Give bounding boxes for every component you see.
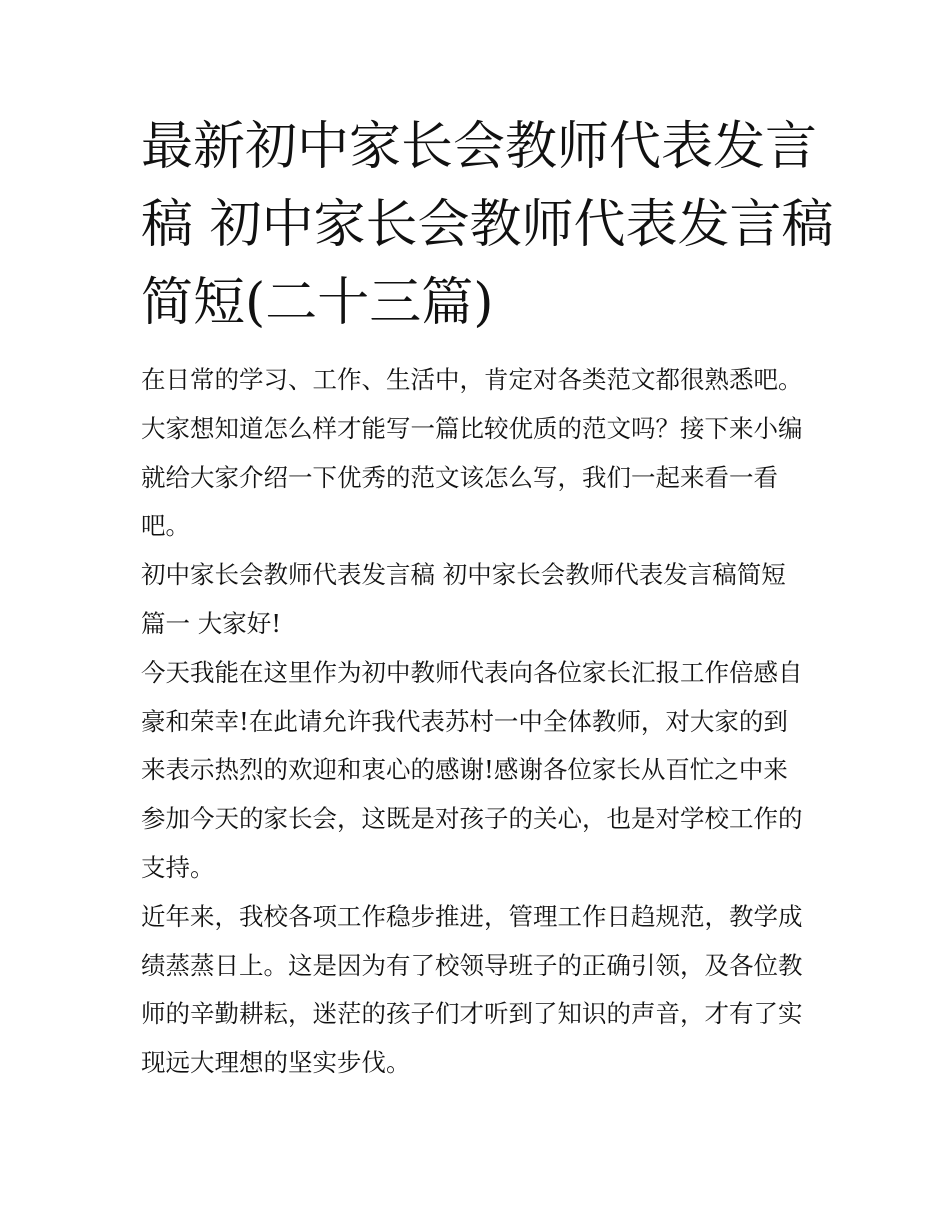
document-content — [141, 108, 834, 1088]
body-line: 就给大家介绍一下优秀的范文该怎么写，我们一起来看一看 — [141, 462, 778, 492]
body-line: 豪和荣幸!在此请允许我代表苏村一中全体教师，对大家的到 — [141, 706, 788, 736]
title-line: 最新初中家长会教师代表发言 — [141, 117, 818, 177]
body-line: 现远大理想的坚实步伐。 — [141, 1048, 411, 1078]
body-line: 初中家长会教师代表发言稿 初中家长会教师代表发言稿简短 — [141, 560, 786, 590]
body-line: 大家想知道怎么样才能写一篇比较优质的范文吗？接下来小编 — [141, 413, 803, 443]
body-line: 参加今天的家长会，这既是对孩子的关心，也是对学校工作的 — [141, 804, 803, 834]
body-line: 支持。 — [141, 852, 215, 882]
title-line: 稿 初中家长会教师代表发言稿 — [141, 195, 834, 255]
body-line: 近年来，我校各项工作稳步推进，管理工作日趋规范，教学成 — [141, 901, 803, 931]
document-title — [141, 108, 834, 342]
document-body — [141, 356, 821, 1088]
body-line: 吧。 — [141, 511, 190, 541]
body-line: 在日常的学习、工作、生活中，肯定对各类范文都很熟悉吧。 — [141, 365, 803, 394]
title-line: 简短(二十三篇) — [141, 273, 494, 333]
body-line: 来表示热烈的欢迎和衷心的感谢!感谢各位家长从百忙之中来 — [141, 755, 788, 785]
body-line: 今天我能在这里作为初中教师代表向各位家长汇报工作倍感自 — [141, 657, 803, 687]
body-line: 篇一 大家好! — [141, 608, 282, 638]
body-line: 绩蒸蒸日上。这是因为有了校领导班子的正确引领，及各位教 — [141, 950, 803, 980]
body-line: 师的辛勤耕耘，迷茫的孩子们才听到了知识的声音，才有了实 — [141, 999, 803, 1029]
